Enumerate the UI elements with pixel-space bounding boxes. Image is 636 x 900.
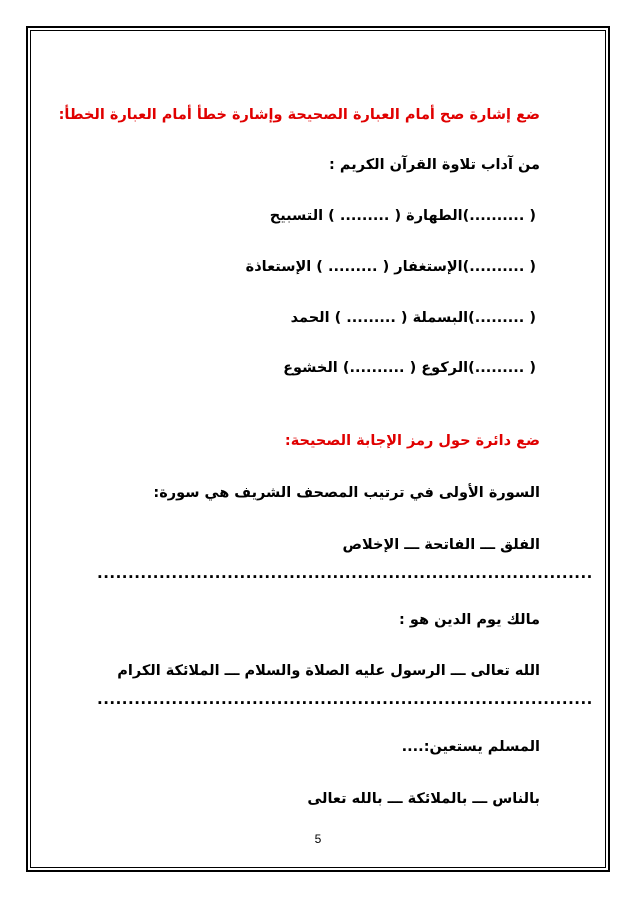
choice-item-4: ( .........)الركوع ( ..........) الخشوع — [283, 360, 536, 376]
section1-heading: ضع إشارة صح أمام العبارة الصحيحة وإشارة خطأ أمام العبارة الخطأ: — [58, 107, 540, 123]
answer-line-2: ................................................................................ — [97, 690, 593, 708]
question-3: المسلم يستعين:.... — [401, 739, 540, 755]
answer-line-1: ................................................................................ — [97, 564, 593, 582]
page-number: 5 — [314, 832, 322, 846]
section1-question: من آداب تلاوة القرآن الكريم : — [329, 157, 540, 173]
choice-item-1: ( ..........)الطهارة ( ......... ) التسبيح — [269, 208, 536, 224]
question-2-options: الله تعالى ـــ الرسول عليه الصلاة والسلام ـــ الملائكة الكرام — [117, 663, 540, 679]
section2-heading: ضع دائرة حول رمز الإجابة الصحيحة: — [284, 433, 540, 449]
choice-item-2: ( ..........)الإستغفار ( ......... ) الإستعاذة — [245, 259, 536, 275]
choice-item-3: ( .........)البسملة ( ......... ) الحمد — [290, 310, 536, 326]
question-3-options: بالناس ـــ بالملائكة ـــ بالله تعالى — [307, 791, 540, 807]
question-1-options: الفلق ـــ الفاتحة ـــ الإخلاص — [342, 537, 540, 553]
question-2: مالك يوم الدين هو : — [399, 612, 540, 628]
question-1: السورة الأولى في ترتيب المصحف الشريف هي سورة: — [153, 485, 540, 501]
